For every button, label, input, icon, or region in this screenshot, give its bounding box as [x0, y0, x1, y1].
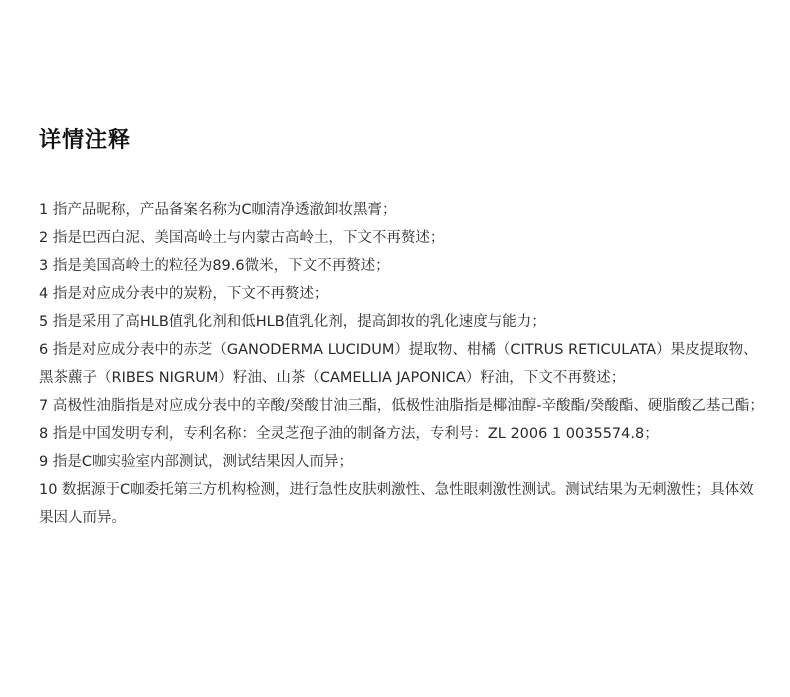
note-item-10: 10 数据源于C咖委托第三方机构检测，进行急性皮肤刺激性、急性眼刺激性测试。测试结果为无刺激性；具体效果因人而异。 — [39, 482, 754, 526]
note-item-7: 7 高极性油脂指是对应成分表中的辛酸/癸酸甘油三酯，低极性油脂指是椰油醇-辛酸酯/癸酸酯、硬脂酸乙基己酯； — [39, 398, 764, 414]
note-item-1: 1 指产品昵称，产品备案名称为C咖清净透澈卸妆黑膏； — [39, 202, 397, 218]
note-item-8: 8 指是中国发明专利，专利名称：全灵芝孢子油的制备方法，专利号：ZL 2006 1 0035574.8； — [39, 426, 659, 442]
note-item-9: 9 指是C咖实验室内部测试，测试结果因人而异； — [39, 454, 353, 470]
note-item-2: 2 指是巴西白泥、美国高岭土与内蒙古高岭土，下文不再赘述； — [39, 230, 445, 246]
note-item-6: 6 指是对应成分表中的赤芝（GANODERMA LUCIDUM）提取物、柑橘（CITRUS RETICULATA）果皮提取物、黑茶藨子（RIBES NIGRUM）籽油、山茶（CAMELLIA JAPONICA）籽油，下文不再赘述； — [39, 342, 758, 386]
note-item-5: 5 指是采用了高HLB值乳化剂和低HLB值乳化剂，提高卸妆的乳化速度与能力； — [39, 314, 546, 330]
note-item-4: 4 指是对应成分表中的炭粉，下文不再赘述； — [39, 286, 329, 302]
note-item-3: 3 指是美国高岭土的粒径为89.6微米，下文不再赘述； — [39, 258, 390, 274]
section-title: 详情注释 — [39, 128, 132, 153]
notes-list — [39, 196, 764, 532]
